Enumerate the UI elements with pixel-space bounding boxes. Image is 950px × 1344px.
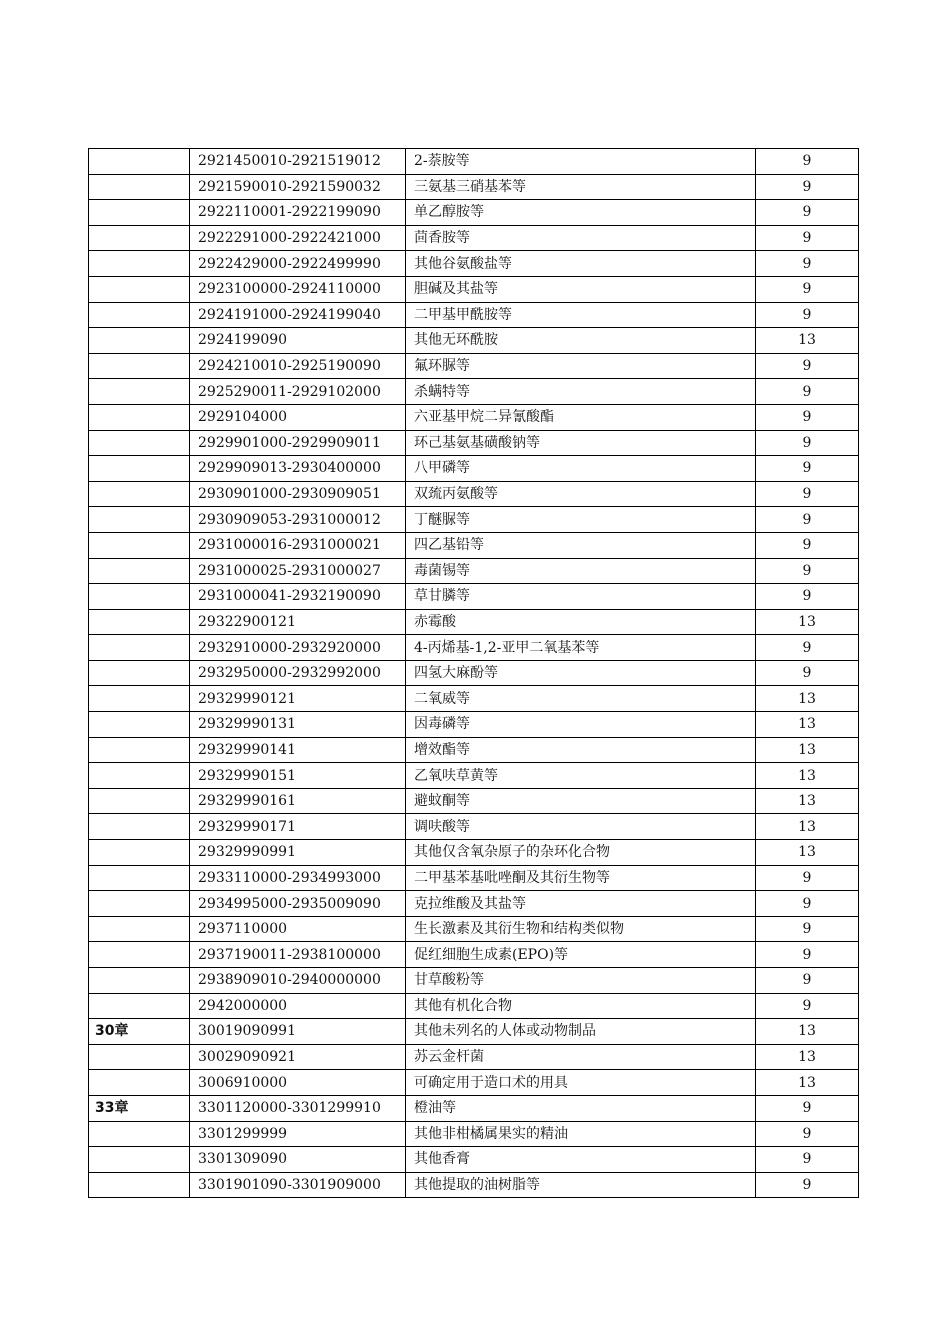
table-row [89,456,859,482]
rate-cell: 9 [756,993,859,1019]
name-cell: 甘草酸粉等 [406,968,756,994]
rate-cell: 9 [756,225,859,251]
chapter-cell [89,1121,190,1147]
rate-cell: 9 [756,481,859,507]
chapter-cell [89,1070,190,1096]
table-row [89,251,859,277]
rate-cell: 9 [756,1172,859,1198]
code-cell: 2942000000 [190,993,406,1019]
chapter-cell [89,149,190,175]
chapter-cell: 30章 [89,1019,190,1045]
name-cell: 促红细胞生成素(EPO)等 [406,942,756,968]
name-cell: 四氢大麻酚等 [406,660,756,686]
chapter-cell [89,558,190,584]
code-cell: 3301901090-3301909000 [190,1172,406,1198]
code-cell: 2931000025-2931000027 [190,558,406,584]
rate-cell: 9 [756,302,859,328]
table-row [89,328,859,354]
chapter-cell [89,200,190,226]
table-row [89,1019,859,1045]
rate-cell: 9 [756,916,859,942]
table-row [89,609,859,635]
rate-cell: 13 [756,712,859,738]
code-cell: 3006910000 [190,1070,406,1096]
code-cell: 2921450010-2921519012 [190,149,406,175]
name-cell: 苏云金杆菌 [406,1044,756,1070]
table-row [89,584,859,610]
code-cell: 2932910000-2932920000 [190,635,406,661]
code-cell: 2930909053-2931000012 [190,507,406,533]
chapter-cell [89,814,190,840]
table-row [89,507,859,533]
rate-cell: 13 [756,328,859,354]
rate-cell: 9 [756,276,859,302]
code-cell: 3301120000-3301299910 [190,1095,406,1121]
name-cell: 其他无环酰胺 [406,328,756,354]
table-row [89,200,859,226]
table-row [89,404,859,430]
name-cell: 杀螨特等 [406,379,756,405]
table-row [89,1070,859,1096]
code-cell: 2937110000 [190,916,406,942]
table-row [89,686,859,712]
rate-cell: 13 [756,1070,859,1096]
code-cell: 2923100000-2924110000 [190,276,406,302]
name-cell: 调呋酸等 [406,814,756,840]
chapter-cell [89,328,190,354]
name-cell: 避蚊酮等 [406,788,756,814]
code-cell: 2929104000 [190,404,406,430]
table-body [89,149,859,1198]
table-row [89,916,859,942]
chapter-cell [89,379,190,405]
rate-cell: 9 [756,149,859,175]
rate-cell: 13 [756,763,859,789]
name-cell: 双巯丙氨酸等 [406,481,756,507]
table-row [89,481,859,507]
chapter-cell [89,840,190,866]
name-cell: 二甲基苯基吡唑酮及其衍生物等 [406,865,756,891]
table-row [89,276,859,302]
chapter-cell [89,481,190,507]
code-cell: 30019090991 [190,1019,406,1045]
code-cell: 2924210010-2925190090 [190,353,406,379]
name-cell: 可确定用于造口术的用具 [406,1070,756,1096]
name-cell: 其他有机化合物 [406,993,756,1019]
table-row [89,942,859,968]
chapter-cell [89,993,190,1019]
name-cell: 毒菌锡等 [406,558,756,584]
chapter-cell [89,174,190,200]
rate-cell: 9 [756,251,859,277]
table-row [89,635,859,661]
rate-cell: 9 [756,1147,859,1173]
table-row [89,814,859,840]
code-cell: 29329990991 [190,840,406,866]
rate-cell: 9 [756,1121,859,1147]
table-row [89,1147,859,1173]
rate-cell: 9 [756,430,859,456]
rate-cell: 13 [756,814,859,840]
chapter-cell [89,686,190,712]
name-cell: 赤霉酸 [406,609,756,635]
code-cell: 2925290011-2929102000 [190,379,406,405]
table-row [89,840,859,866]
chapter-cell [89,456,190,482]
code-cell: 2933110000-2934993000 [190,865,406,891]
name-cell: 环己基氨基磺酸钠等 [406,430,756,456]
chapter-cell: 33章 [89,1095,190,1121]
name-cell: 乙氧呋草黄等 [406,763,756,789]
rate-cell: 13 [756,609,859,635]
table-row [89,865,859,891]
rate-cell: 13 [756,788,859,814]
chapter-cell [89,404,190,430]
code-cell: 2924199090 [190,328,406,354]
code-cell: 29322900121 [190,609,406,635]
name-cell: 四乙基铅等 [406,532,756,558]
code-cell: 2932950000-2932992000 [190,660,406,686]
rate-cell: 9 [756,584,859,610]
name-cell: 4-丙烯基-1,2-亚甲二氧基苯等 [406,635,756,661]
code-cell: 2922110001-2922199090 [190,200,406,226]
code-cell: 29329990151 [190,763,406,789]
name-cell: 其他谷氨酸盐等 [406,251,756,277]
chapter-cell [89,584,190,610]
name-cell: 茴香胺等 [406,225,756,251]
chapter-cell [89,1147,190,1173]
code-cell: 2937190011-2938100000 [190,942,406,968]
name-cell: 二甲基甲酰胺等 [406,302,756,328]
code-cell: 29329990161 [190,788,406,814]
code-cell: 29329990171 [190,814,406,840]
rate-cell: 9 [756,353,859,379]
table-row [89,430,859,456]
rate-cell: 9 [756,456,859,482]
code-cell: 29329990131 [190,712,406,738]
rate-cell: 9 [756,1095,859,1121]
code-cell: 2929901000-2929909011 [190,430,406,456]
name-cell: 三氨基三硝基苯等 [406,174,756,200]
rate-cell: 13 [756,1044,859,1070]
chapter-cell [89,251,190,277]
code-cell: 2938909010-2940000000 [190,968,406,994]
chapter-cell [89,763,190,789]
table-row [89,174,859,200]
table-row [89,763,859,789]
chapter-cell [89,609,190,635]
code-cell: 2922291000-2922421000 [190,225,406,251]
chapter-cell [89,712,190,738]
name-cell: 六亚基甲烷二异氰酸酯 [406,404,756,430]
name-cell: 克拉维酸及其盐等 [406,891,756,917]
rate-cell: 9 [756,558,859,584]
rate-cell: 9 [756,404,859,430]
chapter-cell [89,430,190,456]
chapter-cell [89,507,190,533]
name-cell: 橙油等 [406,1095,756,1121]
chapter-cell [89,302,190,328]
chapter-cell [89,891,190,917]
code-cell: 29329990141 [190,737,406,763]
rate-cell: 9 [756,200,859,226]
table-row [89,532,859,558]
chapter-cell [89,1044,190,1070]
chapter-cell [89,788,190,814]
chapter-cell [89,942,190,968]
table-row [89,1044,859,1070]
rate-cell: 9 [756,942,859,968]
code-cell: 2924191000-2924199040 [190,302,406,328]
chapter-cell [89,1172,190,1198]
code-cell: 2934995000-2935009090 [190,891,406,917]
rate-cell: 9 [756,379,859,405]
rate-cell: 13 [756,1019,859,1045]
rate-cell: 13 [756,686,859,712]
rate-cell: 9 [756,865,859,891]
table-row [89,712,859,738]
chapter-cell [89,532,190,558]
name-cell: 因毒磷等 [406,712,756,738]
name-cell: 二氧威等 [406,686,756,712]
name-cell: 其他仅含氧杂原子的杂环化合物 [406,840,756,866]
chapter-cell [89,635,190,661]
table-row [89,558,859,584]
name-cell: 其他未列名的人体或动物制品 [406,1019,756,1045]
name-cell: 其他非柑橘属果实的精油 [406,1121,756,1147]
code-cell: 2931000041-2932190090 [190,584,406,610]
rate-cell: 13 [756,737,859,763]
code-cell: 2931000016-2931000021 [190,532,406,558]
code-cell: 2929909013-2930400000 [190,456,406,482]
rate-cell: 9 [756,891,859,917]
code-cell: 2922429000-2922499990 [190,251,406,277]
table-row [89,225,859,251]
name-cell: 丁醚脲等 [406,507,756,533]
table-row [89,788,859,814]
table-row [89,891,859,917]
code-cell: 30029090921 [190,1044,406,1070]
name-cell: 其他提取的油树脂等 [406,1172,756,1198]
name-cell: 八甲磷等 [406,456,756,482]
name-cell: 增效酯等 [406,737,756,763]
chapter-cell [89,737,190,763]
tariff-table [88,148,859,1198]
chapter-cell [89,916,190,942]
name-cell: 草甘膦等 [406,584,756,610]
rate-cell: 9 [756,660,859,686]
rate-cell: 13 [756,840,859,866]
rate-cell: 9 [756,968,859,994]
table-row [89,993,859,1019]
chapter-cell [89,225,190,251]
name-cell: 单乙醇胺等 [406,200,756,226]
table-row [89,149,859,175]
name-cell: 氟环脲等 [406,353,756,379]
table-row [89,353,859,379]
table-row [89,379,859,405]
chapter-cell [89,353,190,379]
code-cell: 29329990121 [190,686,406,712]
table-row [89,968,859,994]
name-cell: 胆碱及其盐等 [406,276,756,302]
chapter-cell [89,276,190,302]
code-cell: 3301299999 [190,1121,406,1147]
rate-cell: 9 [756,174,859,200]
table-row [89,1095,859,1121]
rate-cell: 9 [756,532,859,558]
table-row [89,302,859,328]
table-row [89,1121,859,1147]
chapter-cell [89,865,190,891]
rate-cell: 9 [756,507,859,533]
name-cell: 2-萘胺等 [406,149,756,175]
chapter-cell [89,968,190,994]
table-row [89,1172,859,1198]
name-cell: 生长激素及其衍生物和结构类似物 [406,916,756,942]
code-cell: 3301309090 [190,1147,406,1173]
rate-cell: 9 [756,635,859,661]
code-cell: 2930901000-2930909051 [190,481,406,507]
table-row [89,660,859,686]
code-cell: 2921590010-2921590032 [190,174,406,200]
name-cell: 其他香膏 [406,1147,756,1173]
chapter-cell [89,660,190,686]
table-row [89,737,859,763]
